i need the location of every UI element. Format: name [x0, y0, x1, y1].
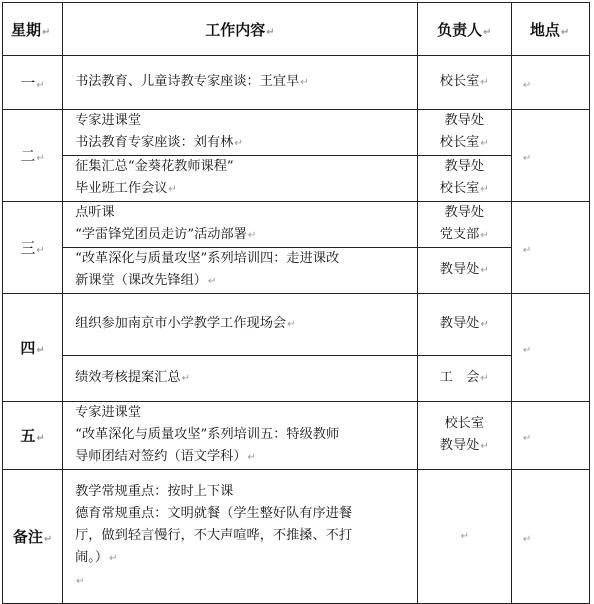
table-row — [3, 294, 590, 356]
table-row — [3, 110, 590, 156]
content-cell: 征集汇总“金葵花教师课程” 毕业班工作会议↵ — [63, 156, 418, 202]
table-row — [3, 56, 590, 110]
person-cell: ↵ — [417, 470, 511, 604]
content-cell: 书法教育、儿童诗教专家座谈：王宜早↵ — [63, 56, 418, 110]
person-cell: 校长室↵ — [417, 56, 511, 110]
person-cell: 教导处↵ — [417, 294, 511, 356]
day-cell: 备注↵ — [3, 470, 63, 604]
day-cell: 五↵ — [3, 402, 63, 470]
content-cell: 专家进课堂 “改革深化与质量攻坚”系列培训五：特级教师 导师团结对签约（语文学科）↵ — [63, 402, 418, 470]
content-cell: 组织参加南京市小学教学工作现场会↵ — [63, 294, 418, 356]
schedule-table — [2, 2, 590, 604]
content-cell: 点听课 “学雷锋党团员走访”活动部署↵ — [63, 202, 418, 248]
place-cell: ↵ — [511, 110, 589, 202]
header-place: 地点↵ — [511, 3, 589, 56]
place-cell: ↵ — [511, 56, 589, 110]
day-cell: 三↵ — [3, 202, 63, 294]
content-cell: 教学常规重点：按时上下课 德育常规重点：文明就餐（学生整好队有序进餐 厅，做到轻言慢行，不大声喧哗，不推搡、不打 闹。）↵ ↵ — [63, 470, 418, 604]
content-cell: “改革深化与质量攻坚”系列培训四：走进课改 新课堂（课改先锋组）↵ — [63, 248, 418, 294]
content-cell: 专家进课堂 书法教育专家座谈：刘有林↵ — [63, 110, 418, 156]
header-row — [3, 3, 590, 56]
header-person: 负责人↵ — [417, 3, 511, 56]
place-cell: ↵ — [511, 202, 589, 294]
table-row — [3, 248, 590, 294]
person-cell: 工 会↵ — [417, 356, 511, 402]
place-cell: ↵ — [511, 470, 589, 604]
day-cell: 一↵ — [3, 56, 63, 110]
person-cell: 教导处 校长室↵ — [417, 110, 511, 156]
table-row — [3, 202, 590, 248]
place-cell: ↵ — [511, 402, 589, 470]
person-cell: 校长室 教导处↵ — [417, 402, 511, 470]
person-cell: 教导处 校长室↵ — [417, 156, 511, 202]
person-cell: 教导处 党支部↵ — [417, 202, 511, 248]
table-row — [3, 402, 590, 470]
table-row — [3, 356, 590, 402]
table-row — [3, 156, 590, 202]
content-cell: 绩效考核提案汇总↵ — [63, 356, 418, 402]
day-cell: 二↵ — [3, 110, 63, 202]
header-day: 星期↵ — [3, 3, 63, 56]
table-row — [3, 470, 590, 604]
header-content: 工作内容↵ — [63, 3, 418, 56]
person-cell: 教导处↵ — [417, 248, 511, 294]
day-cell: 四↵ — [3, 294, 63, 402]
place-cell: ↵ — [511, 294, 589, 402]
